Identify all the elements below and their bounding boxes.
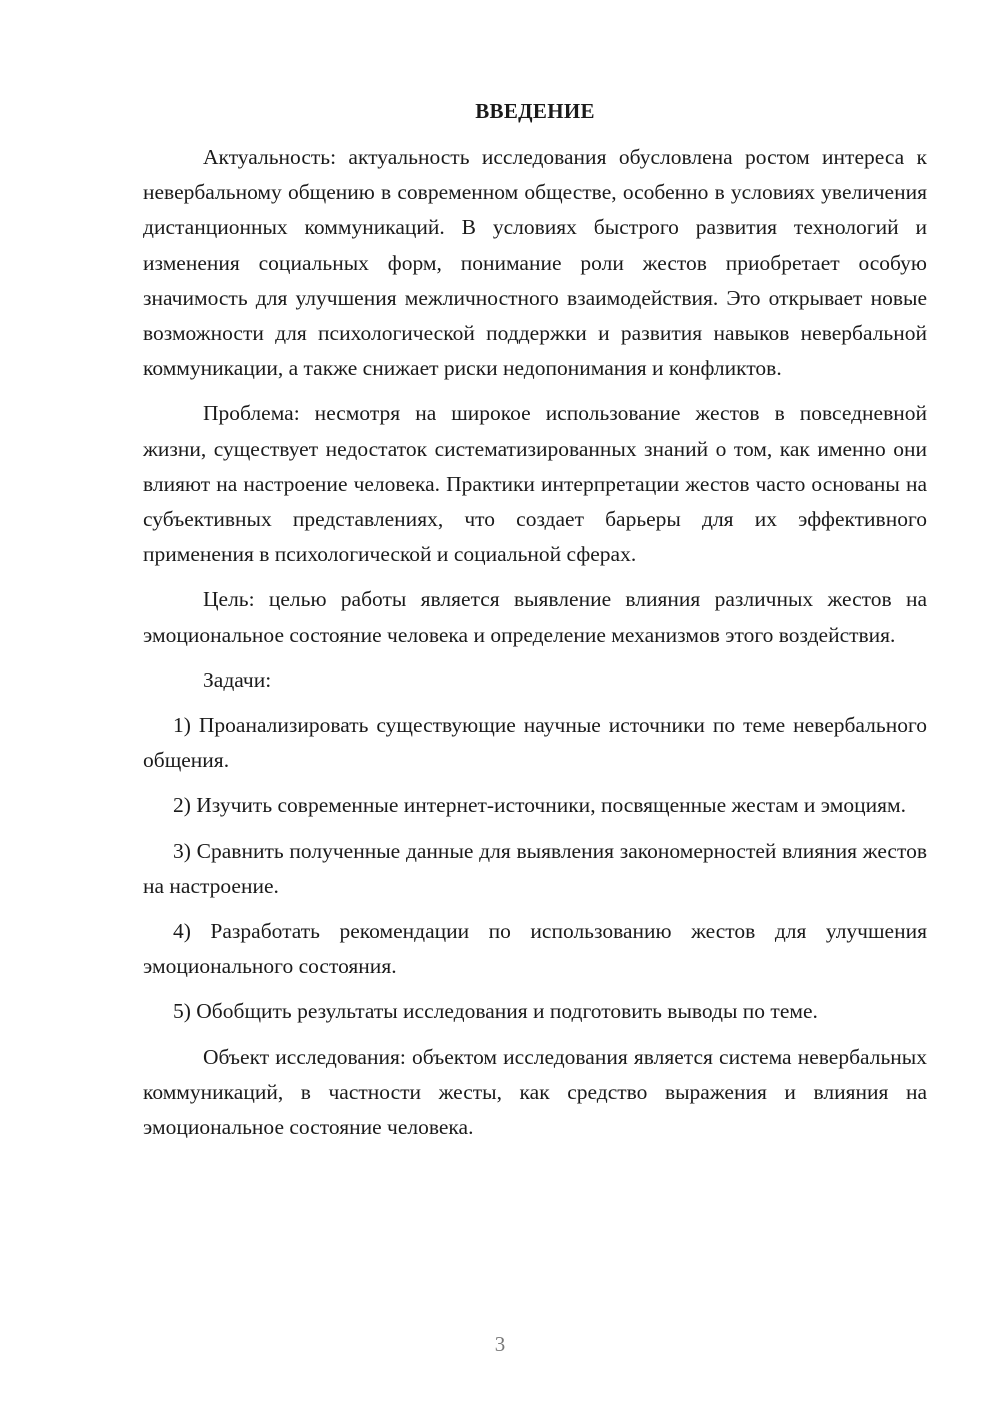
section-title: ВВЕДЕНИЕ <box>475 99 595 123</box>
task-item-5: 5) Обобщить результаты исследования и подготовить выводы по теме. <box>173 999 818 1024</box>
paragraph-tasks-heading: Задачи: <box>203 667 272 692</box>
task-item-2: 2) Изучить современные интернет-источники, посвященные жестам и эмоциям. <box>173 793 907 818</box>
task-item-4: 4) Разработать рекомендации по использованию жестов для улучшения эмоционального состояния. <box>143 919 927 979</box>
paragraph-goal: Цель: целью работы является выявление влияния различных жестов на эмоциональное состояние человека и определение механизмов этого воздействия. <box>143 587 927 647</box>
paragraph-relevance: Актуальность: актуальность исследования обусловлена ростом интереса к невербальному общению в современном обществе, особенно в условиях увеличения дистанционных коммуникаций. В условиях быстрого развития технологий и изменения социальных форм, понимание роли жестов приобретает особую значимость для улучшения межличностного взаимодействия. Это открывает новые возможности для психологической поддержки и развития навыков невербальной коммуникации, а также снижает риски недопонимания и конфликтов. <box>143 145 927 381</box>
paragraph-problem: Проблема: несмотря на широкое использование жестов в повседневной жизни, существует недостаток систематизированных знаний о том, как именно они влияют на настроение человека. Практики интерпретации жестов часто основаны на субъективных представлениях, что создает барьеры для их эффективного применения в психологической и социальной сферах. <box>143 401 927 567</box>
task-item-3: 3) Сравнить полученные данные для выявления закономерностей влияния жестов на настроение. <box>143 838 927 898</box>
page-number: 3 <box>494 1332 506 1356</box>
document-page <box>143 96 927 1145</box>
task-item-1: 1) Проанализировать существующие научные источники по теме невербального общения. <box>143 713 927 773</box>
paragraph-object: Объект исследования: объектом исследования является система невербальных коммуникаций, в частности жесты, как средство выражения и влияния на эмоциональное состояние человека. <box>143 1044 927 1140</box>
